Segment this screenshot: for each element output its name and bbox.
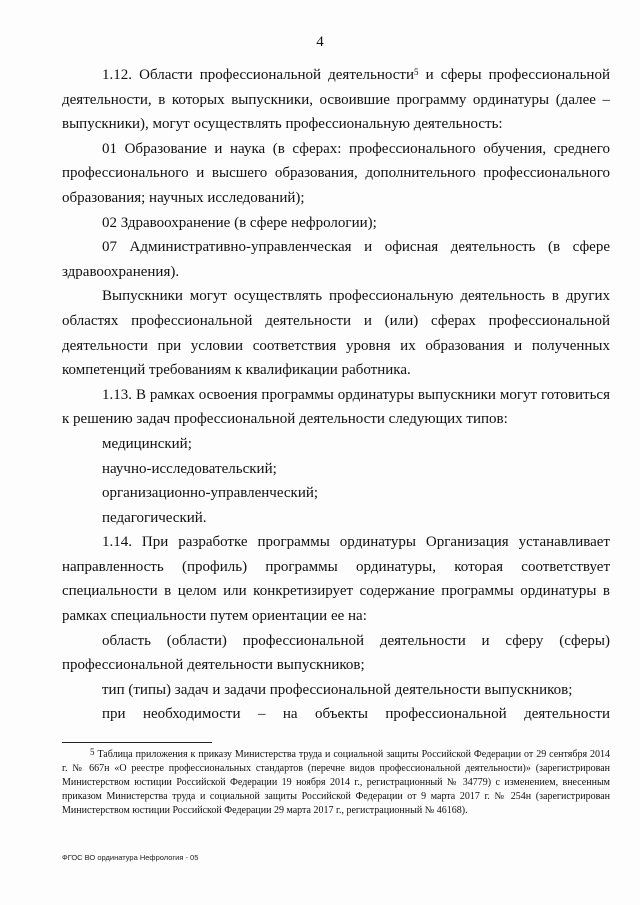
page-number: 4 — [316, 34, 324, 50]
paragraph — [62, 63, 610, 137]
footnote-text: Таблица приложения к приказу Министерства труда и социальной защиты Российской Федерации от 29 сентября 2014 г. № 667н «О реестре профессиональных стандартов (перечне видов профессиональной деятельности)» (зарегистрирован Министерством юстиции Российской Федерации 19 ноября 2014 г., регистрационный № 34779) с изменением, внесенным приказом Министерства труда и социальной защиты Российской Федерации от 9 марта 2017 г. № 254н (зарегистрирован Министерством юстиции Российской Федерации 29 марта 2017 г., регистрационный № 46168). — [62, 749, 610, 816]
paragraph: 1.13. В рамках освоения программы ординатуры выпускники могут готовиться к решению задач профессиональной деятельности следующих типов: — [62, 386, 610, 428]
footnote-separator — [62, 742, 212, 743]
document-body — [62, 63, 610, 727]
footnote-marker: 5 — [90, 747, 95, 757]
paragraph: педагогический. — [102, 509, 207, 526]
paragraph: область (области) профессиональной деятельности и сферу (сферы) профессиональной деятельности выпускников; — [62, 632, 610, 674]
footnote — [62, 748, 610, 818]
paragraph: научно-исследовательский; — [102, 460, 277, 477]
paragraph-text: 1.12. Области профессиональной деятельности — [102, 67, 414, 83]
paragraph: медицинский; — [102, 435, 192, 452]
paragraph: 07 Административно-управленческая и офисная деятельность (в сфере здравоохранения). — [62, 239, 610, 280]
paragraph: 01 Образование и наука (в сферах: профессионального обучения, среднего профессионального и высшего образования, дополнительного профессионального образования; научных исследований); — [62, 140, 610, 206]
paragraph: организационно-управленческий; — [102, 485, 319, 502]
document-footer: ФГОС ВО ординатура Нефрология - 05 — [62, 853, 199, 862]
paragraph: Выпускники могут осуществлять профессиональную деятельность в других областях профессиональной деятельности и (или) сферах профессиональной деятельности при условии соответствия уровня их образования и полученных компетенций требованиям к квалификации работника. — [62, 288, 610, 379]
paragraph: 1.14. При разработке программы ординатуры Организация устанавливает направленность (профиль) программы ординатуры, которая соответствует специальности в целом или конкретизирует содержание программы ординатуры в рамках специальности путем ориентации ее на: — [62, 534, 610, 625]
paragraph: при необходимости – на объекты профессиональной деятельности — [102, 706, 610, 723]
footnote-reference: 5 — [414, 67, 419, 77]
paragraph: тип (типы) задач и задачи профессиональной деятельности выпускников; — [102, 681, 573, 698]
paragraph-text: и сферы профессиональной деятельности, в которых выпускники, освоившие программу ординатуры (далее – выпускники), могут осуществлять профессиональную деятельность: — [62, 67, 610, 133]
paragraph: 02 Здравоохранение (в сфере нефрологии); — [102, 214, 377, 231]
